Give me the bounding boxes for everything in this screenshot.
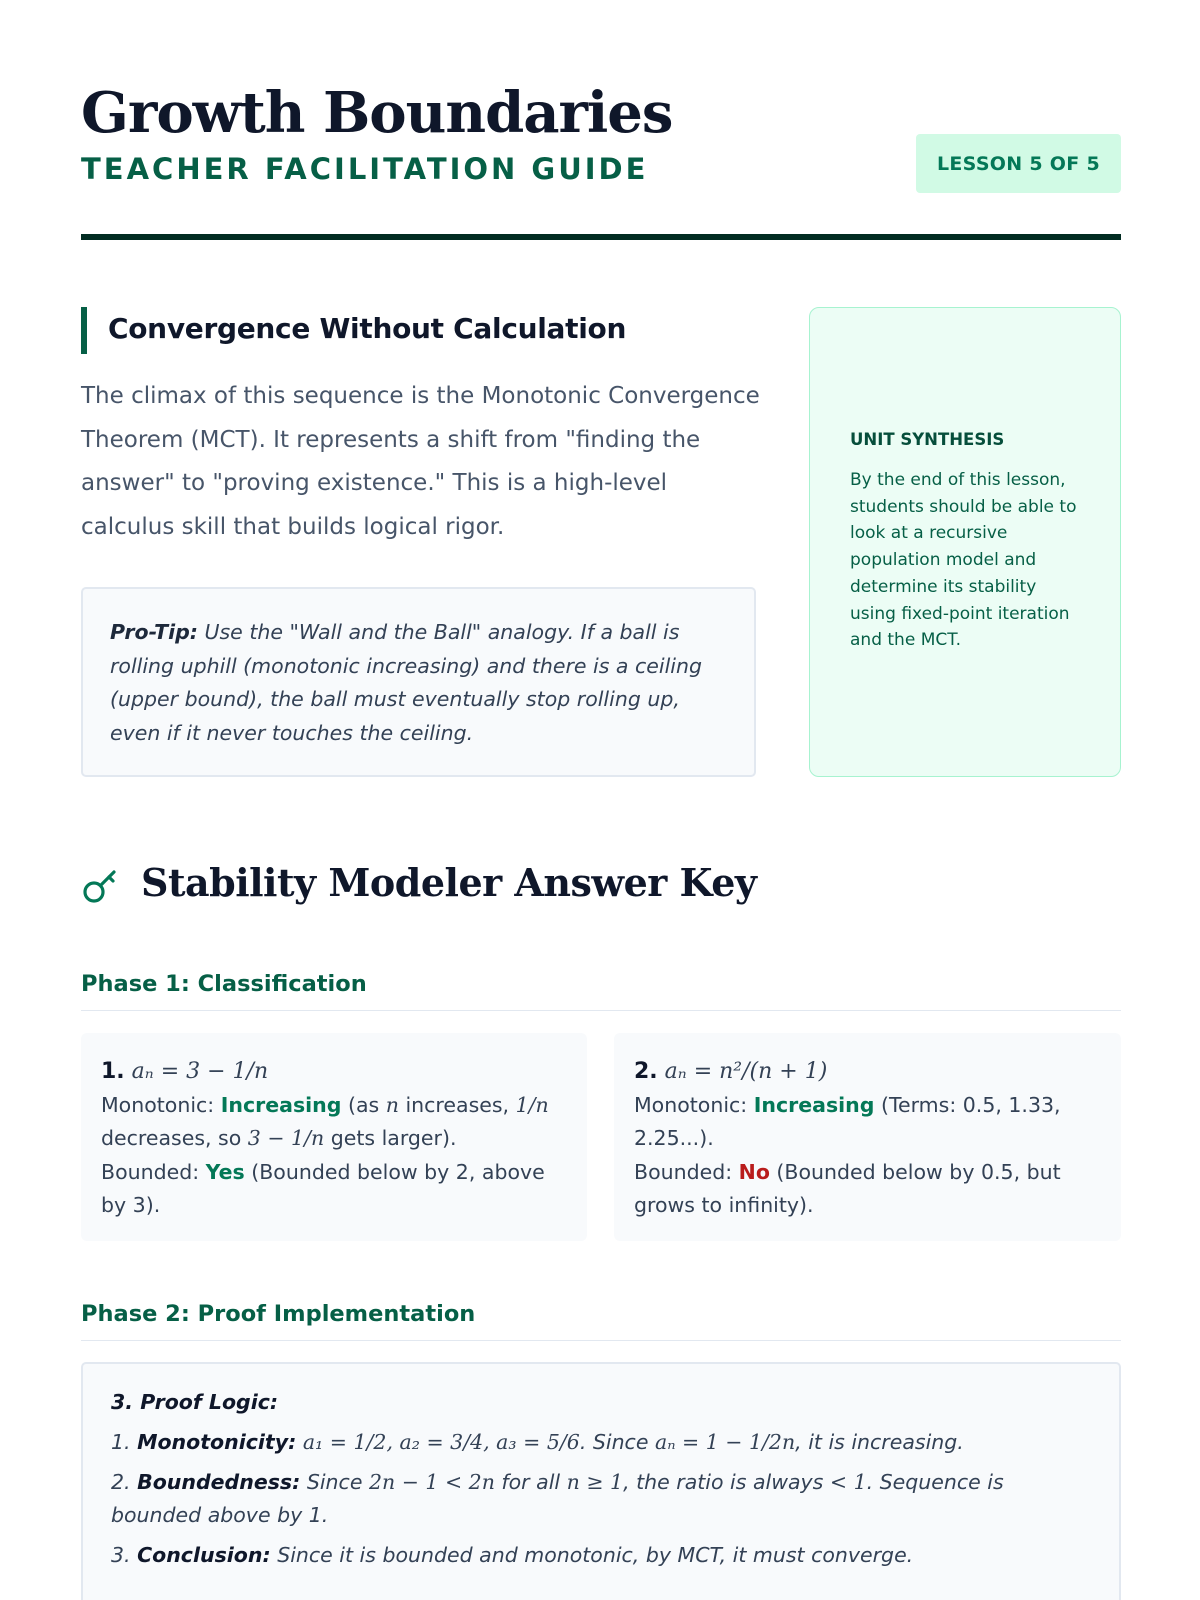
header-divider xyxy=(81,234,1121,240)
card-2-heading xyxy=(634,1055,1101,1089)
math-condition: n ≥ 1 xyxy=(566,1469,624,1494)
card-2-bounded xyxy=(634,1156,1101,1223)
card-1-bounded xyxy=(101,1156,567,1223)
unit-synthesis-box xyxy=(809,307,1121,777)
text-fragment: gets larger). xyxy=(324,1126,457,1150)
proof-heading: 3. Proof Logic: xyxy=(111,1390,279,1414)
answer-key-title: Stability Modeler Answer Key xyxy=(141,860,757,905)
phase-1-header xyxy=(81,971,1121,1011)
page-title: Growth Boundaries xyxy=(81,80,673,146)
synthesis-text: By the end of this lesson, students should be able to look at a recursive population model and determine its stability using fixed-point iteration and the MCT. xyxy=(850,470,1077,651)
card-2-monotonic xyxy=(634,1089,1101,1156)
card-1-monotonic xyxy=(101,1089,567,1156)
monotonic-value: Increasing xyxy=(220,1092,342,1117)
bounded-value: Yes xyxy=(205,1159,245,1184)
intro-paragraph: The climax of this sequence is the Monotonic Convergence Theorem (MCT). It represents a shift from "finding the answer" to "proving existence." This is a high-level calculus skill that builds logical rigor. xyxy=(81,383,760,540)
bounded-label: Bounded: xyxy=(634,1159,739,1184)
lesson-badge: LESSON 5 OF 5 xyxy=(916,134,1121,193)
section-heading: Convergence Without Calculation xyxy=(108,312,627,345)
math-formula: aₙ = 1 − 1/2n xyxy=(654,1430,796,1454)
text-fragment: Since it is bounded and monotonic, by MCT, it must converge. xyxy=(270,1542,914,1567)
text-fragment: Since xyxy=(300,1469,369,1494)
guide-page xyxy=(81,0,1121,1600)
text-fragment: for all xyxy=(494,1469,567,1494)
section-accent-bar xyxy=(81,307,87,354)
protip-callout xyxy=(81,587,756,777)
text-fragment: , it is increasing. xyxy=(795,1430,964,1454)
conclusion-label: Conclusion: xyxy=(137,1542,271,1567)
card-1-formula: aₙ = 3 − 1/n xyxy=(131,1059,269,1084)
math-inequality: 2n − 1 < 2n xyxy=(368,1469,495,1494)
proof-logic-box xyxy=(81,1362,1121,1600)
card-2-formula: aₙ = n²/(n + 1) xyxy=(664,1059,828,1084)
proof-line-2 xyxy=(111,1466,1091,1533)
line-number: 1. xyxy=(111,1430,138,1454)
card-1-number: 1. xyxy=(101,1059,125,1084)
math-inequality: < 1 xyxy=(829,1469,867,1494)
card-1-heading xyxy=(101,1055,567,1089)
text-fragment: (Bounded below by 0.5, but grows to infinity). xyxy=(634,1159,1061,1217)
text-fragment: . Since xyxy=(579,1430,655,1454)
monotonic-value: Increasing xyxy=(753,1092,875,1117)
text-fragment: decreases, so xyxy=(101,1126,248,1150)
monotonic-label: Monotonic: xyxy=(101,1092,221,1117)
proof-line-3 xyxy=(111,1539,1091,1573)
line-number: 3. xyxy=(111,1542,138,1567)
text-fragment: . Sequence is bounded above by 1. xyxy=(111,1469,1004,1527)
math-fraction: 1/n xyxy=(515,1092,549,1117)
synthesis-heading: UNIT SYNTHESIS xyxy=(850,430,1005,450)
text-fragment: (Bounded below by 2, above by 3). xyxy=(101,1159,545,1217)
protip-text-block xyxy=(110,616,727,750)
protip-text: Use the "Wall and the Ball" analogy. If a ball is rolling uphill (monotonic increasing) and there is a ceiling (upper bound), the ball must eventually stop rolling up, even if it never touches the ceiling. xyxy=(110,620,702,745)
text-fragment: , the ratio is always xyxy=(623,1469,830,1494)
monotonicity-label: Monotonicity: xyxy=(137,1430,297,1454)
classification-card-1 xyxy=(81,1033,587,1241)
line-number: 2. xyxy=(111,1469,138,1494)
key-icon xyxy=(81,866,121,906)
math-n: n xyxy=(385,1092,399,1117)
text-fragment: (as xyxy=(341,1092,386,1117)
bounded-label: Bounded: xyxy=(101,1159,206,1184)
protip-label: Pro-Tip: xyxy=(110,620,198,644)
phase-2-title: Phase 2: Proof Implementation xyxy=(81,1301,476,1327)
text-fragment: increases, xyxy=(398,1092,516,1117)
phase-2-header xyxy=(81,1301,1121,1341)
card-2-number: 2. xyxy=(634,1059,658,1084)
classification-card-2 xyxy=(614,1033,1121,1241)
bounded-value: No xyxy=(738,1159,770,1184)
math-terms: a₁ = 1/2, a₂ = 3/4, a₃ = 5/6 xyxy=(302,1430,580,1454)
boundedness-label: Boundedness: xyxy=(137,1469,301,1494)
math-expression: 3 − 1/n xyxy=(247,1126,325,1150)
phase-1-title: Phase 1: Classification xyxy=(81,971,367,997)
monotonic-label: Monotonic: xyxy=(634,1092,754,1117)
text-fragment: (Terms: 0.5, 1.33, 2.25...). xyxy=(634,1092,1061,1150)
proof-line-1 xyxy=(111,1426,1091,1460)
page-subtitle: TEACHER FACILITATION GUIDE xyxy=(81,152,649,186)
